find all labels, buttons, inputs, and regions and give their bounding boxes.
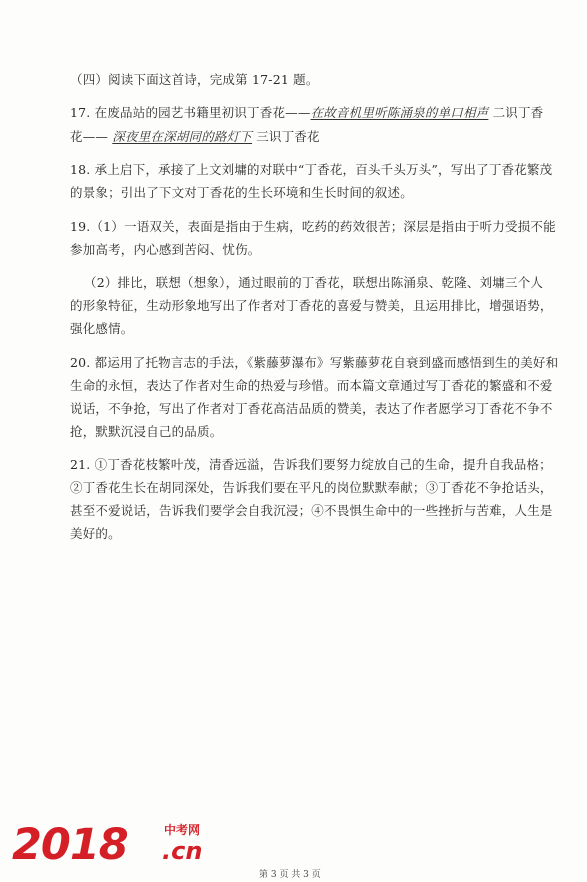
q20-line-3: 说话，不争抢，写出了作者对丁香花高洁品质的赞美，表达了作者愿学习丁香花不争不 <box>70 401 553 416</box>
q19-line-5: 强化感情。 <box>70 321 134 336</box>
q20-line-4: 抢，默默沉浸自己的品质。 <box>70 424 223 439</box>
q17-prefix-2: 花—— <box>70 129 109 144</box>
section-title: （四）阅读下面这首诗，完成第 17-21 题。 <box>70 72 319 87</box>
q17-handwritten-answer-1: 在故音机里听陈涌泉的单口相声 <box>310 105 489 120</box>
q18-line-2: 的景象；引出了下文对丁香花的生长环境和生长时间的叙述。 <box>70 185 413 200</box>
q21-line-4: 美好的。 <box>70 526 121 541</box>
q19-line-2: 参加高考，内心感到苦闷、忧伤。 <box>70 242 261 257</box>
site-watermark-logo <box>12 818 212 868</box>
logo-domain: .cn <box>162 837 203 865</box>
q21-line-2: ②丁香花生长在胡同深处，告诉我们要在平凡的岗位默默奉献；③丁香花不争抢话头， <box>70 480 553 495</box>
q21-line-3: 甚至不爱说话，告诉我们要学会自我沉浸；④不畏惧生命中的一些挫折与苦难，人生是 <box>70 503 553 518</box>
page-number: 第 3 页 共 3 页 <box>259 870 321 880</box>
q19-line-3: （2）排比，联想（想象），通过眼前的丁香花，联想出陈涌泉、乾隆、刘墉三个人 <box>84 275 544 290</box>
q20-line-1: 20. 都运用了托物言志的手法，《紫藤萝瀑布》写紫藤萝花自衰到盛而感悟到生的美好和 <box>70 355 559 370</box>
q17-suffix: 二识丁香 <box>492 105 544 120</box>
q20-line-2: 生命的永恒，表达了作者对生命的热爱与珍惜。而本篇文章通过写丁香花的繁盛和不爱 <box>70 378 553 393</box>
q18-line-1: 18. 承上启下，承接了上文刘墉的对联中“丁香花，百头千头万头”，写出了丁香花繁茂 <box>70 162 553 177</box>
logo-site-name: 中考网 <box>164 823 201 837</box>
q17-line-1 <box>70 103 543 121</box>
q19-line-4: 的形象特征，生动形象地写出了作者对丁香花的喜爱与赞美，且运用排比，增强语势， <box>70 298 553 313</box>
logo-2018: 2018 <box>12 820 128 870</box>
q19-line-1: 19.（1）一语双关，表面是指由于生病，吃药的药效很苦；深层是指由于听力受损不能 <box>70 219 556 234</box>
q17-suffix-2: 三识丁香花 <box>256 129 320 144</box>
q17-handwritten-answer-2: 深夜里在深胡同的路灯下 <box>112 129 252 144</box>
q21-line-1: 21. ①丁香花枝繁叶茂，清香远溢，告诉我们要努力绽放自己的生命，提升自我品格； <box>70 457 552 472</box>
q17-line-2 <box>70 127 320 145</box>
q17-prefix: 17. 在废品站的园艺书籍里初识丁香花—— <box>70 105 311 120</box>
